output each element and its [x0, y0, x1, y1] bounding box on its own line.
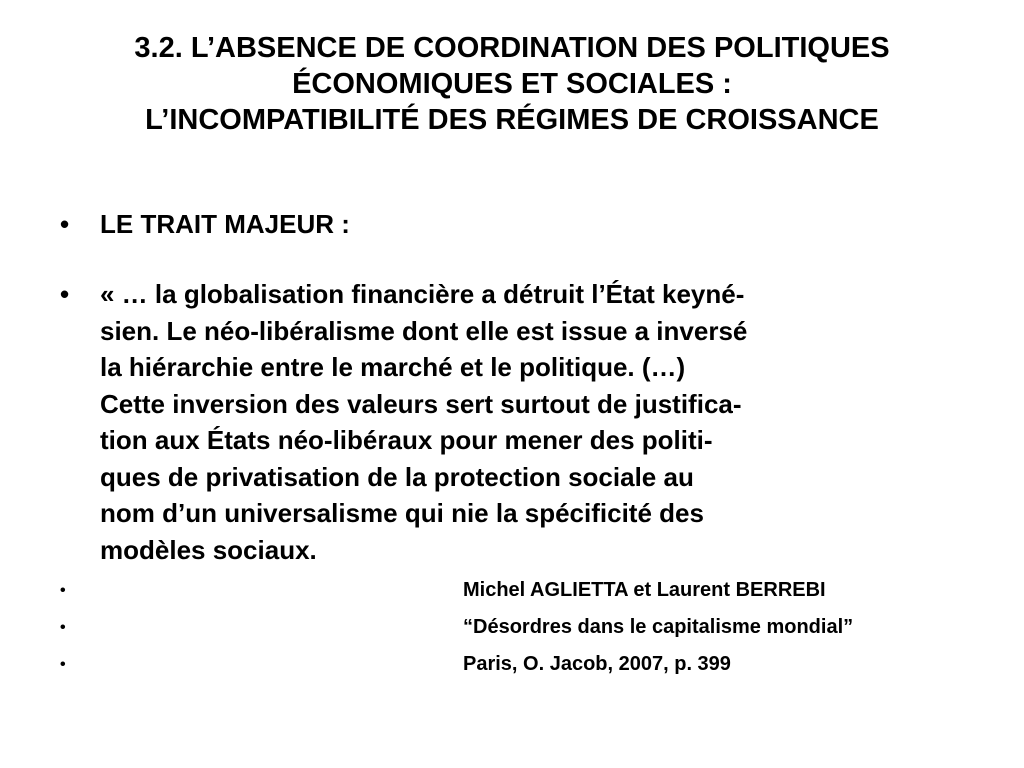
quote-line-5: tion aux États néo-libéraux pour mener des politi-	[100, 425, 713, 455]
bullet-dot: •	[60, 656, 66, 673]
reference-publisher: Paris, O. Jacob, 2007, p. 399	[463, 653, 731, 675]
bullet-reference-title	[60, 609, 980, 646]
bullet-reference-author	[60, 572, 980, 609]
bullet-reference-publisher	[60, 646, 980, 683]
reference-author: Michel AGLIETTA et Laurent BERREBI	[463, 579, 826, 601]
slide-title	[40, 30, 984, 138]
bullet-dot: •	[60, 582, 66, 599]
bullet-heading	[60, 206, 980, 242]
bullet-quote	[60, 276, 980, 568]
bullet-list	[60, 206, 980, 683]
quote-line-3: la hiérarchie entre le marché et le politique. (…)	[100, 352, 686, 382]
title-line-3: L’INCOMPATIBILITÉ DES RÉGIMES DE CROISSANCE	[145, 104, 879, 136]
bullet-dot: •	[60, 619, 66, 636]
quote-line-6: ques de privatisation de la protection sociale au	[100, 461, 694, 492]
title-line-2: ÉCONOMIQUES ET SOCIALES :	[292, 68, 732, 100]
quote-line-8: modèles sociaux.	[100, 534, 317, 565]
bullet-dot: •	[60, 279, 70, 309]
bullet-dot: •	[60, 209, 70, 239]
quote-line-2: sien. Le néo-libéralisme dont elle est issue a inversé	[100, 315, 748, 346]
quote-line-4: Cette inversion des valeurs sert surtout de justifica-	[100, 388, 742, 419]
heading-text: LE TRAIT MAJEUR :	[100, 209, 350, 239]
title-line-1: 3.2. L’ABSENCE DE COORDINATION DES POLITIQUES	[134, 32, 890, 64]
quote-line-1: « … la globalisation financière a détruit l’État keyné-	[100, 279, 745, 309]
quote-line-7: nom d’un universalisme qui nie la spécificité des	[100, 498, 704, 528]
reference-title: “Désordres dans le capitalisme mondial”	[463, 616, 854, 638]
